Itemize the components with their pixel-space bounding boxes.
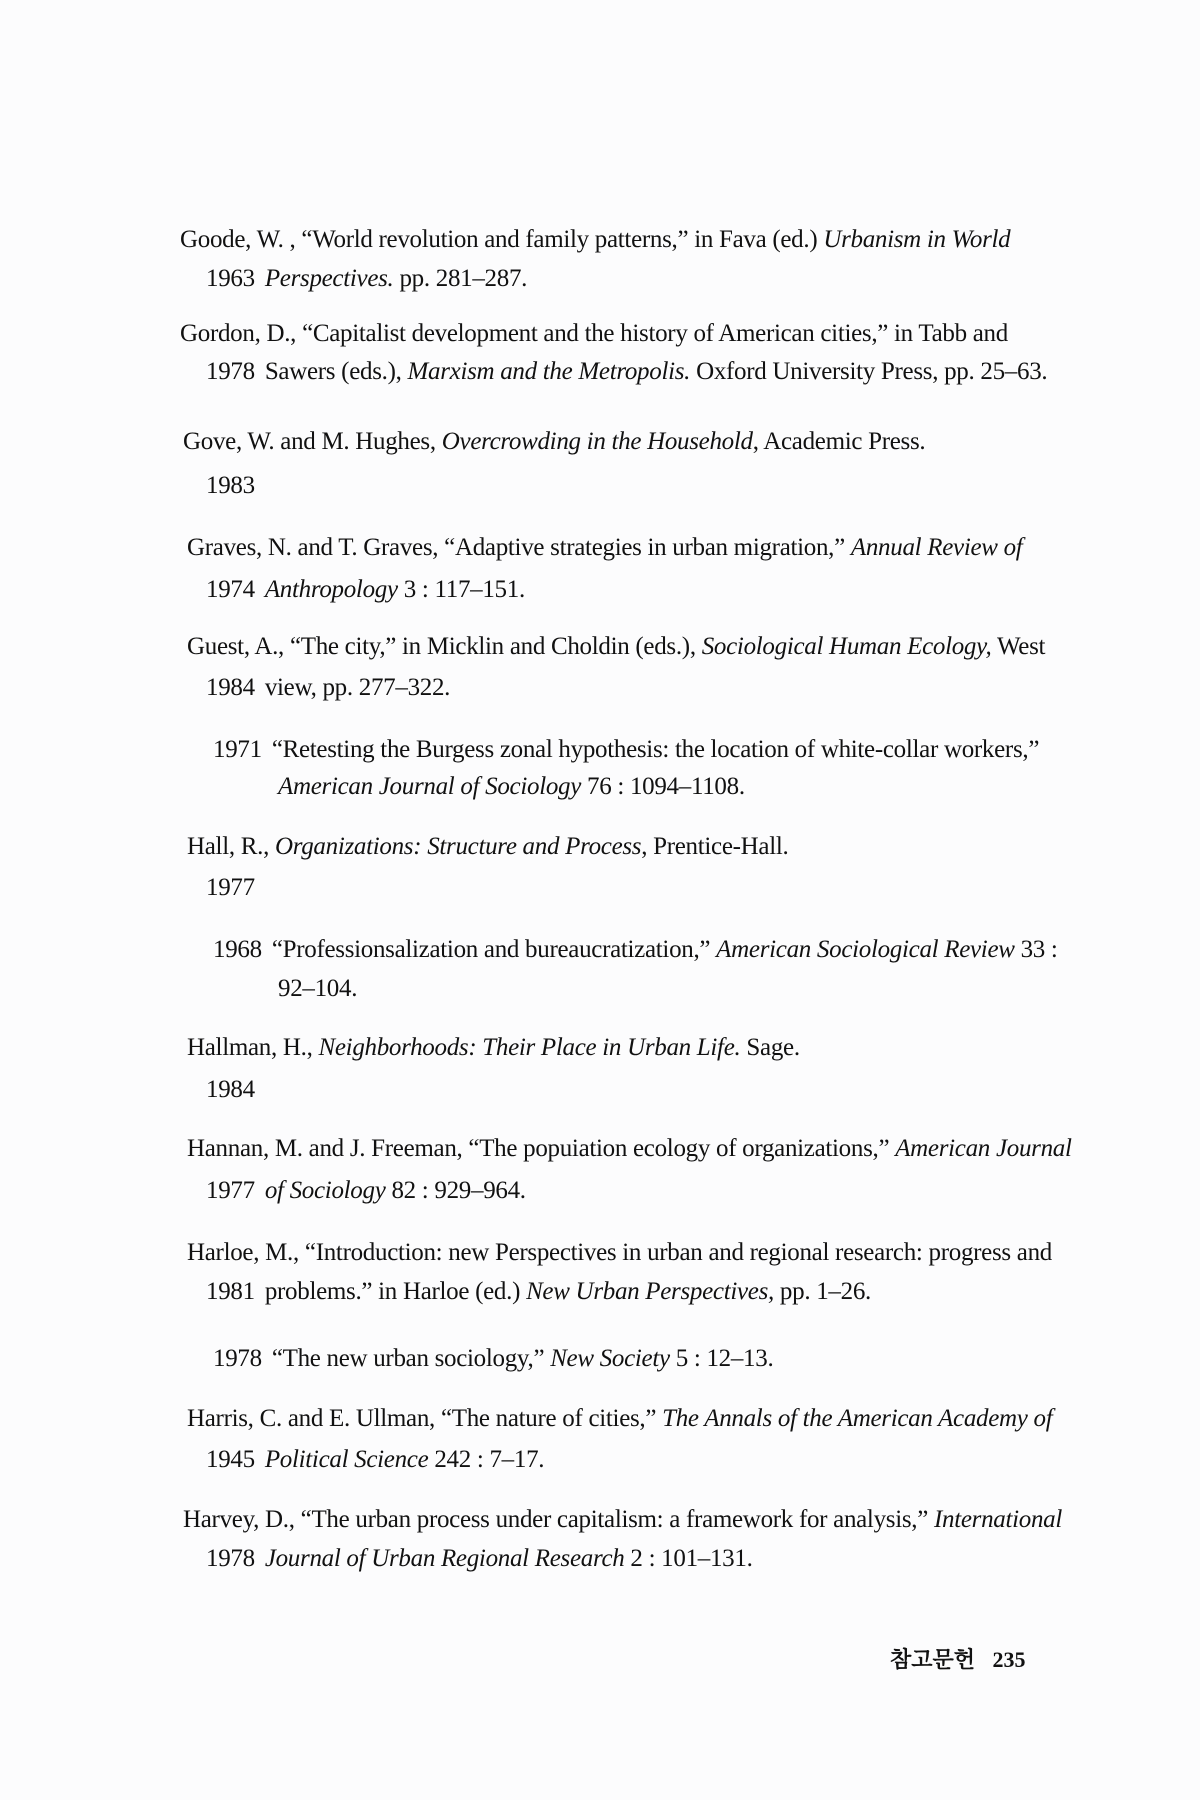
reference-year: 1968 [213,936,262,963]
reference-title-italic: American Journal of Sociology [278,773,582,800]
reference-text: Harvey, D., “The urban process under capitalism: a framework for analysis,” [183,1506,934,1533]
reference-line [187,1135,1072,1163]
reference-title-italic: Journal of Urban Regional Research [264,1545,625,1572]
reference-text: West [991,633,1046,660]
reference-text: 92–104. [278,975,358,1002]
reference-text: 5 : 12–13. [669,1345,774,1372]
reference-line [183,428,925,456]
reference-year: 1984 [206,674,255,701]
page-footer [890,1643,1026,1674]
reference-line [206,472,265,500]
reference-year: 1945 [206,1446,255,1473]
reference-title-italic: New Society [550,1345,670,1372]
reference-title-italic: Perspectives. [264,265,394,292]
reference-text: Guest, A., “The city,” in Micklin and Choldin (eds.), [187,633,702,660]
reference-year: 1978 [213,1345,262,1372]
reference-text: “Professionsalization and bureaucratization,” [271,936,717,963]
reference-title-italic: Anthropology [264,576,398,603]
reference-year: 1978 [206,1545,255,1572]
reference-line [206,674,450,702]
reference-line [206,1446,544,1474]
reference-line [278,975,357,1003]
reference-line [206,1278,871,1306]
reference-line [206,1177,526,1205]
reference-text: 82 : 929–964. [385,1177,526,1204]
reference-line [180,226,1010,254]
reference-year: 1983 [206,472,255,499]
reference-title-italic: Organizations: Structure and Process [274,833,642,860]
reference-line [206,1076,265,1104]
reference-text: Oxford University Press, pp. 25–63. [690,358,1048,385]
reference-text: 2 : 101–131. [624,1545,753,1572]
reference-text: pp. 1–26. [773,1278,871,1305]
reference-line [180,320,1008,348]
reference-text: Goode, W. , “World revolution and family patterns,” in Fava (ed.) [180,226,824,253]
reference-text: view, pp. 277–322. [264,674,451,701]
reference-line [187,1239,1052,1267]
reference-text: 3 : 117–151. [397,576,525,603]
reference-title-italic: New Urban Perspectives, [526,1278,774,1305]
reference-line [213,1345,773,1373]
reference-title-italic: Marxism and the Metropolis. [407,358,691,385]
reference-title-italic: Urbanism in World [823,226,1011,253]
reference-line [187,1405,1052,1433]
reference-text: Hallman, H., [187,1034,319,1061]
reference-title-italic: of Sociology [264,1177,386,1204]
reference-text: 33 : [1014,936,1058,963]
reference-year: 1981 [206,1278,255,1305]
reference-line [213,736,1039,764]
reference-title-italic: Annual Review of [850,534,1023,561]
reference-text: problems.” in Harloe (ed.) [264,1278,527,1305]
reference-title-italic: Sociological Human Ecology, [701,633,992,660]
reference-line [206,1545,753,1573]
reference-title-italic: The Annals of the American Academy of [662,1405,1053,1432]
reference-text: , Prentice-Hall. [641,833,789,860]
reference-line [183,1506,1062,1534]
reference-title-italic: American Journal [895,1135,1072,1162]
reference-text: Sage. [740,1034,800,1061]
reference-line [206,358,1047,386]
reference-text: Gove, W. and M. Hughes, [183,428,442,455]
reference-text: Harris, C. and E. Ullman, “The nature of cities,” [187,1405,663,1432]
reference-title-italic: Neighborhoods: Their Place in Urban Life. [318,1034,741,1061]
reference-line [206,874,265,902]
reference-text: Harloe, M., “Introduction: new Perspectives in urban and regional research: progress and [187,1239,1052,1266]
reference-year: 1963 [206,265,255,292]
reference-title-italic: International [933,1506,1063,1533]
reference-text: 242 : 7–17. [428,1446,545,1473]
reference-line [213,936,1058,964]
reference-title-italic: Political Science [264,1446,429,1473]
reference-text: Hall, R., [187,833,275,860]
reference-year: 1977 [206,874,255,901]
reference-title-italic: American Sociological Review [716,936,1015,963]
reference-text: Graves, N. and T. Graves, “Adaptive strategies in urban migration,” [187,534,851,561]
reference-year: 1971 [213,736,262,763]
reference-text: Gordon, D., “Capitalist development and the history of American cities,” in Tabb and [180,320,1008,347]
reference-text: pp. 281–287. [393,265,528,292]
reference-line [278,773,745,801]
reference-title-italic: Overcrowding in the Household [441,428,753,455]
reference-line [206,265,527,293]
reference-text: “Retesting the Burgess zonal hypothesis: the location of white-collar workers,” [271,736,1040,763]
reference-line [187,833,788,861]
reference-year: 1974 [206,576,255,603]
page-number: 235 [992,1647,1026,1672]
reference-text: , Academic Press. [752,428,926,455]
reference-text: Hannan, M. and J. Freeman, “The popuiation ecology of organizations,” [187,1135,896,1162]
running-section-title: 참고문헌 [890,1647,976,1672]
reference-year: 1984 [206,1076,255,1103]
reference-line [187,633,1045,661]
reference-text: 76 : 1094–1108. [581,773,745,800]
reference-line [187,1034,800,1062]
reference-text: Sawers (eds.), [264,358,408,385]
reference-line [187,534,1022,562]
reference-line [206,576,525,604]
reference-text: “The new urban sociology,” [271,1345,551,1372]
reference-year: 1978 [206,358,255,385]
reference-year: 1977 [206,1177,255,1204]
